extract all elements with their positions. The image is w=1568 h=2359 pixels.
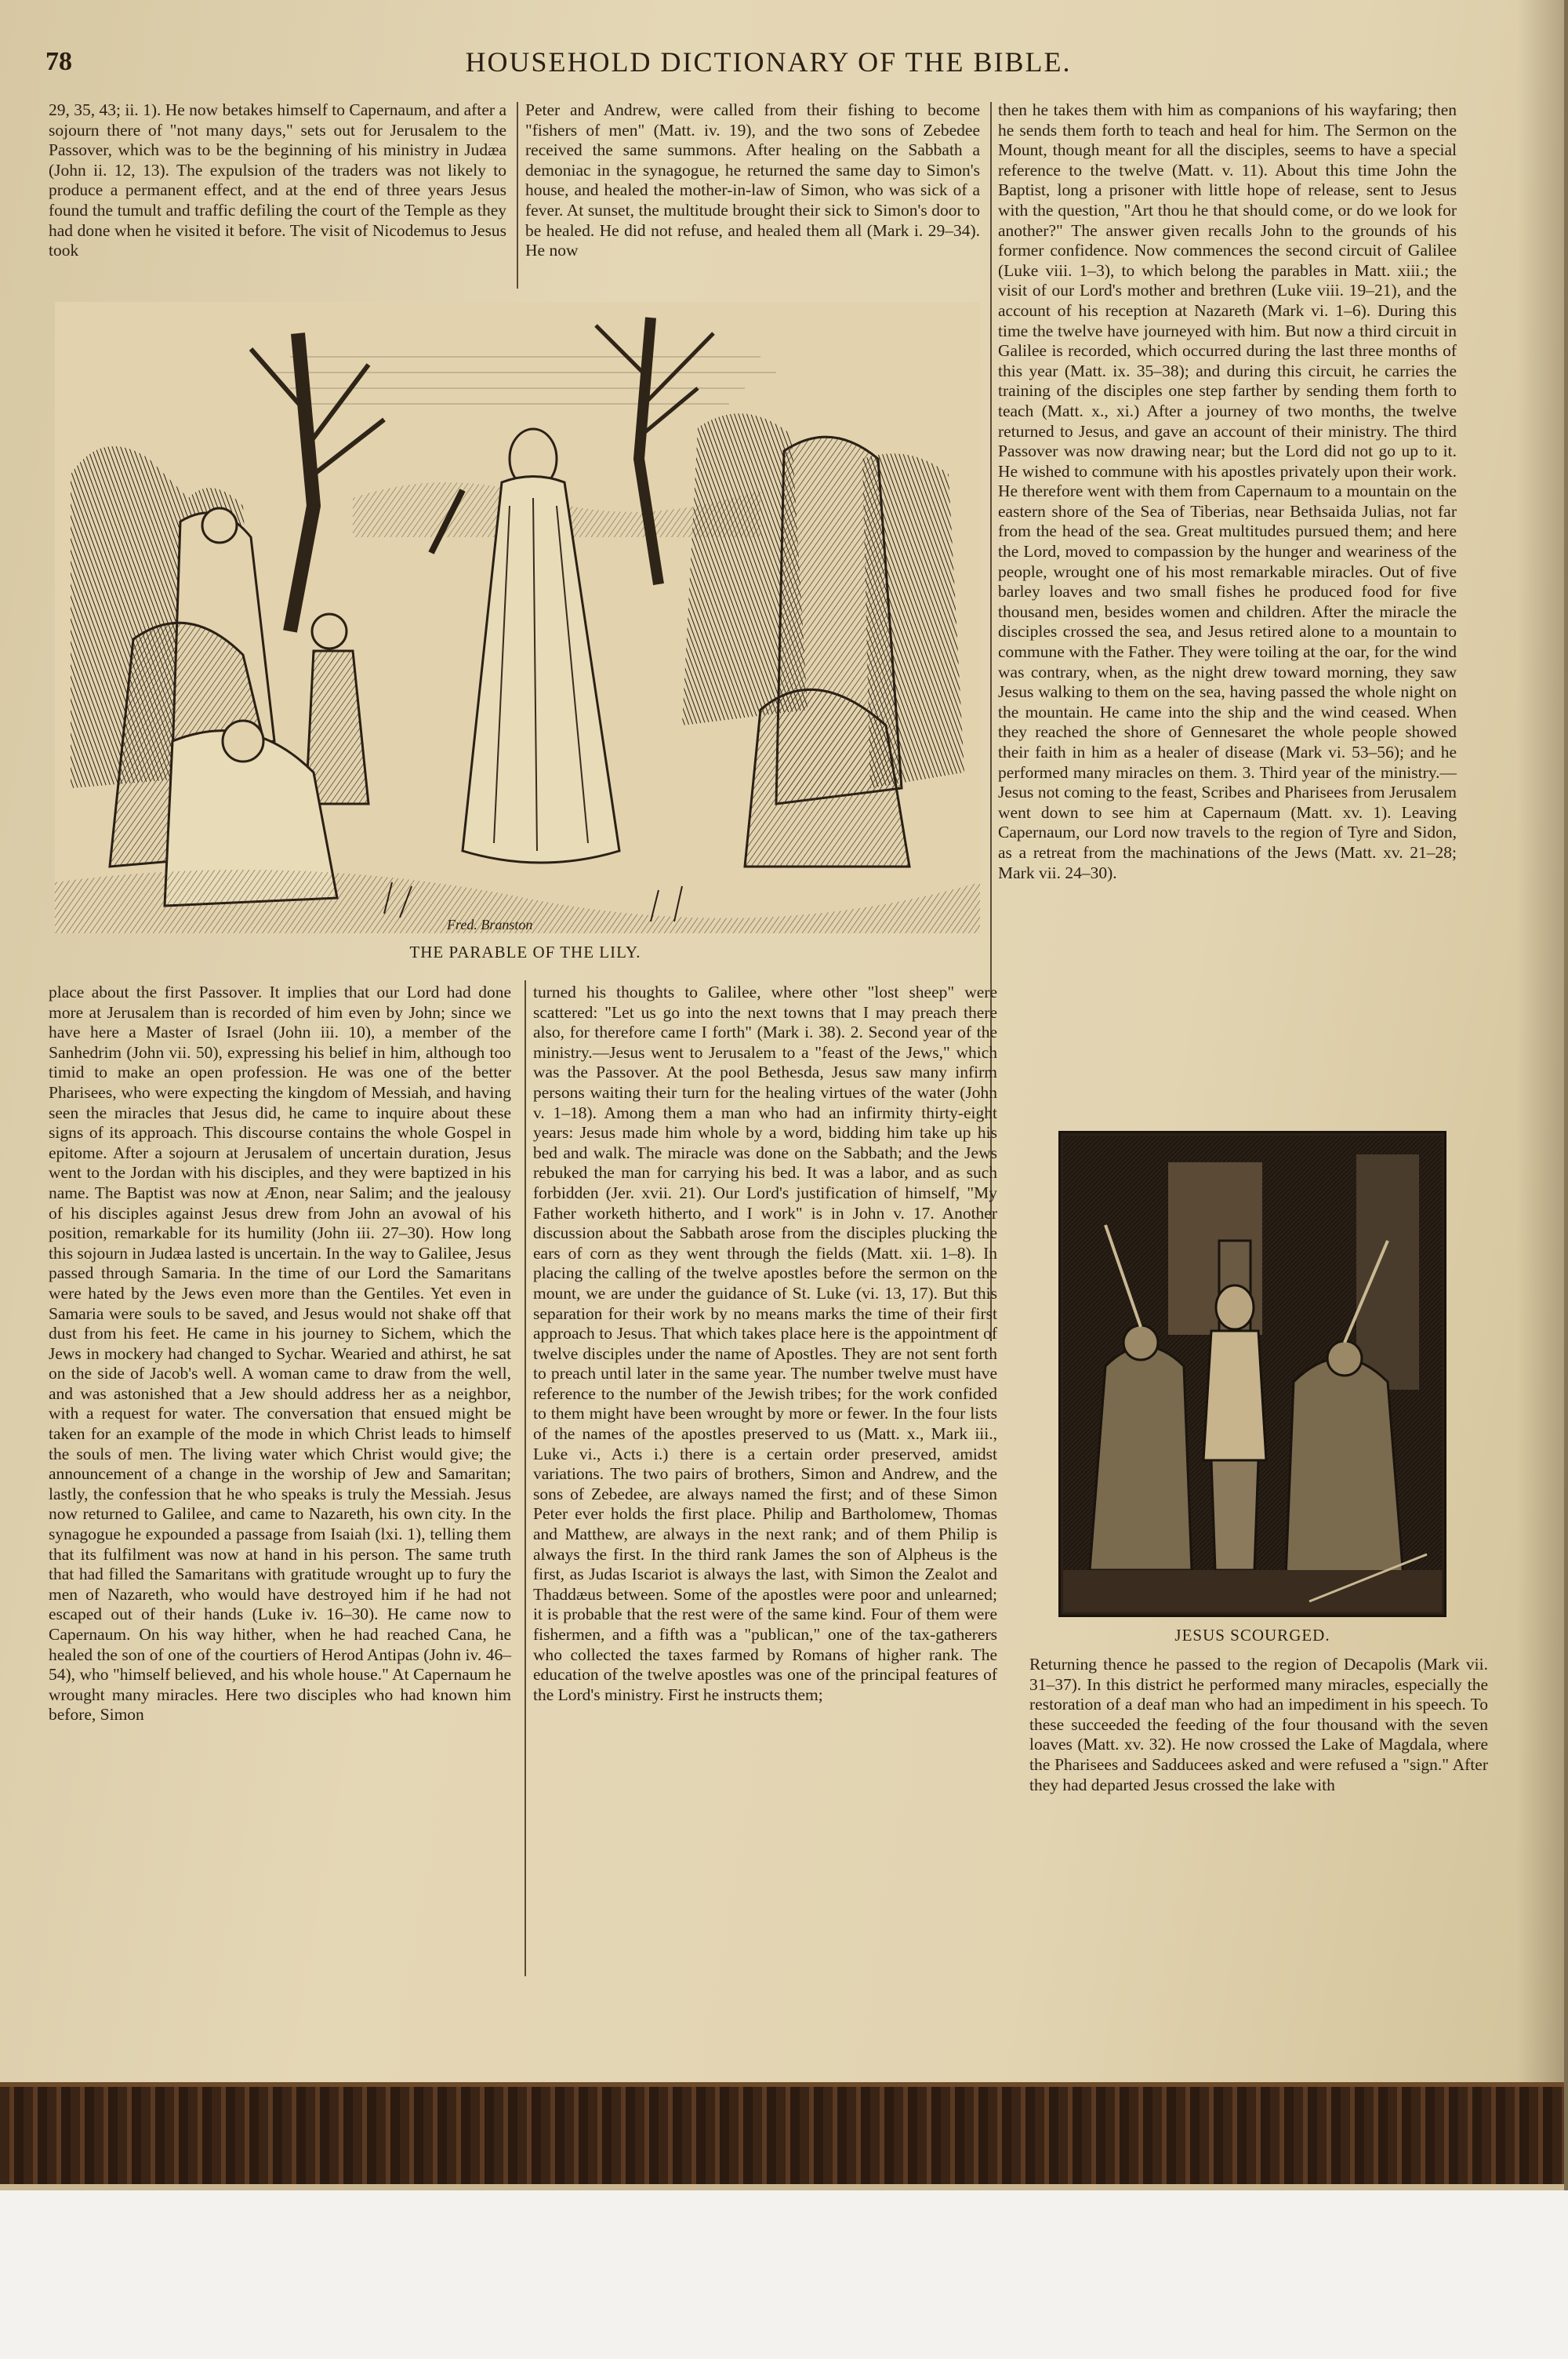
page-number: 78 <box>45 47 72 76</box>
paragraph: turned his thoughts to Galilee, where other "lost sheep" were scattered: "Let us go into the next towns that I may preach there also, for therefore came I forth" (Mark i. 38). 2. Second year of the ministry.—Jesus went to Jerusalem to a "feast of the Jews," which was the Passover. At the pool Bethesda, Jesus saw many infirm persons waiting their turn for the healing virtues of the water (John v. 1–18). Among them a man who had an infirmity thirty-eight years: Jesus made him whole by a word, bidding him take up his bed and walk. The miracle was done on the Sabbath; and the Jews rebuked the man for carrying his bed. It was a labor, and as such forbidden (Jer. xvii. 21). Our Lord's justification of himself, "My Father worketh hitherto, and I work" is in John v. 17. Another discussion about the Sabbath arose from the disciples plucking the ears of corn as they went through the fields (Matt. xii. 1–8). In placing the calling of the twelve apostles before the sermon on the mount, we are under the guidance of St. Luke (vi. 13, 17). But this separation for their work by no means marks the time of their first approach to Jesus. That which takes place here is the appointment of twelve disciples under the name of Apostles. They are not sent forth to preach until later in the same year. The number twelve must have reference to the number of the Jewish tribes; for the work confided to them might have been wrought by more or fewer. In the four lists of the names of the apostles preserved to us (Matt. x., Mark iii., Luke vi., Acts i.) there is a certain order preserved, amidst variations. The two pairs of brothers, Simon and Andrew, and the sons of Zebedee, are always named the first; and of these Simon Peter ever holds the first place. Philip and Bartholomew, Thomas and Matthew, are always in the next rank; and of them Philip is always the first. In the third rank James the son of Alpheus is the first, as Judas Iscariot is always the last, with Simon the Zealot and Thaddæus between. Some of the apostles were poor and unlearned; it is probable that the rest were of the same kind. Four of them were fishermen, and a fifth was a "publican," one of the tax-gatherers who collected the taxes farmed by Romans of higher rank. The education of the twelve apostles was one of the principal features of the Lord's ministry. First he instructs them; <box>533 983 997 1704</box>
paragraph: 29, 35, 43; ii. 1). He now betakes himself to Capernaum, and after a sojourn there of "not many days," sets out for Jerusalem to the Passover, which was to be the beginning of his ministry in Judæa (John ii. 12, 13). The expulsion of the traders was not likely to produce a permanent effect, and at the end of three years Jesus found the tumult and traffic defiling the court of the Temple as they had done when he visited it before. The visit of Nicodemus to Jesus took <box>49 100 506 260</box>
paragraph: place about the first Passover. It implies that our Lord had done more at Jerusalem than is recorded of him even by John; since we have here a Master of Israel (John iii. 10), a member of the Sanhedrim (John vii. 50), expressing his belief in him, although too timid to make an open profession. He was one of the better Pharisees, who were expecting the kingdom of Messiah, and having seen the miracles that Jesus did, he came to inquire about these signs of its approach. This discourse contains the whole Gospel in epitome. After a sojourn at Jerusalem of uncertain duration, Jesus went to the Jordan with his disciples, and they were baptized in his name. The Baptist was now at Ænon, near Salim; and the jealousy of his disciples against Jesus drew from John an avowal of his position, remarkable for its humility (John iii. 27–30). How long this sojourn in Judæa lasted is uncertain. In the way to Galilee, Jesus passed through Samaria. In the time of our Lord the Samaritans were hated by the Jews even more than the Gentiles. Yet even in Samaria were souls to be saved, and Jesus would not shake off that dust from his feet. He came in his journey to Sichem, which the Jews in mockery had changed to Sychar. Wearied and athirst, he sat on the side of Jacob's well. A woman came to draw from the well, and was astonished that a Jew should address her as a neighbor, with a request for water. The conversation that ensued might be taken for an example of the mode in which Christ leads to himself the souls of men. The living water which Christ would give; the announcement of a change in the worship of Jew and Samaritan; lastly, the confession that he who speaks is truly the Messiah. Jesus now returned to Galilee, and came to Nazareth, his own city. In the synagogue he expounded a passage from Isaiah (lxi. 1), telling them that its fulfilment was now at hand in his person. The same truth that had filled the Samaritans with gratitude wrought up to fury the men of Nazareth, who would have destroyed him if he had not escaped out of their hands (Luke iv. 16–30). He came now to Capernaum. On his way hither, when he had reached Cana, he healed the son of one of the courtiers of Herod Antipas (John iv. 46–54), who "himself believed, and his whole house." At Capernaum he wrought many miracles. Here two disciples who had known him before, Simon <box>49 983 511 1725</box>
paragraph: then he takes them with him as companions of his wayfaring; then he sends them forth to teach and heal for him. The Sermon on the Mount, though meant for all the disciples, seems to have a special reference to the twelve (Matt. v. 11). About this time John the Baptist, long a prisoner with little hope of release, sent to Jesus with the question, "Art thou he that should come, or do we look for another?" The answer given recalls John to the grounds of his former confidence. Now commences the second circuit of Galilee (Luke viii. 1–3), to which belong the parables in Matt. xiii.; the visit of our Lord's mother and brethren (Luke viii. 19–21), and the account of his reception at Nazareth (Mark vi. 1–6). During this time the twelve have journeyed with him. But now a third circuit in Galilee is recorded, which occurred during the last three months of this year (Matt. ix. 35–38); and during this circuit, he carries the training of the disciples one step farther by sending them forth to teach (Matt. x., xi.) After a journey of two months, the twelve returned to Jesus, and gave an account of their ministry. The third Passover was now drawing near; but the Lord did not go up to it. He wished to commune with his apostles privately upon their work. He therefore went with them from Capernaum to a mountain on the eastern shore of the Sea of Tiberias, near Bethsaida Julias, not far from the head of the sea. Great multitudes pursued them; and here the Lord, moved to compassion by the hunger and weariness of the people, wrought one of his most remarkable miracles. Out of five barley loaves and two small fishes he produced food for five thousand men, besides women and children. After the miracle the disciples crossed the sea, and Jesus retired alone to a mountain to commune with the Father. They were toiling at the oar, for the wind was contrary, when, as the night drew toward morning, they saw Jesus walking to them on the sea, having passed the whole night on the mountain. He came into the ship and the wind ceased. When they reached the shore of Gennesaret the whole people showed their faith in him as a healer of disease (Mark vi. 53–56); and he performed many miracles on them. 3. Third year of the ministry.—Jesus not coming to the feast, Scribes and Pharisees from Jerusalem went down to see him at Capernaum (Matt. xv. 1). Leaving Capernaum, our Lord now travels to the region of Tyre and Sidon, as a retreat from the machinations of the Jews (Matt. xv. 21–28; Mark vii. 24–30). <box>998 100 1457 882</box>
column-top-middle <box>525 100 980 261</box>
page-gutter-shadow <box>1517 0 1564 2082</box>
column-rule <box>517 102 518 289</box>
column-rule <box>524 980 526 1976</box>
paragraph: Returning thence he passed to the region of Decapolis (Mark vii. 31–37). In this district he performed many miracles, especially the restoration of a deaf man who had an impediment in his speech. To these succeeded the feeding of the four thousand with the seven loaves (Matt. xv. 32). He now crossed the Lake of Magdala, where the Pharisees and Sadducees asked and were refused a "sign." After they had departed Jesus crossed the lake with <box>1029 1655 1488 1794</box>
column-top-left <box>49 100 506 261</box>
caption-scourged: JESUS SCOURGED. <box>1174 1626 1330 1645</box>
page-block-edge <box>0 2184 1564 2190</box>
table-surface <box>0 2190 1568 2359</box>
caption-lily: THE PARABLE OF THE LILY. <box>409 943 641 961</box>
paragraph: Peter and Andrew, were called from their fishing to become "fishers of men" (Matt. iv. 19), and the two sons of Zebedee received the same summons. After healing on the Sabbath a demoniac in the synagogue, he returned the same day to Simon's house, and healed the mother-in-law of Simon, who was sick of a fever. At sunset, the multitude brought their sick to Simon's door to be healed. He did not refuse, and healed them all (Mark i. 29–34). He now <box>525 100 980 260</box>
engraver-signature: Fred. Branston <box>447 917 533 932</box>
running-head: HOUSEHOLD DICTIONARY OF THE BIBLE. <box>465 46 1072 78</box>
parable-of-the-lily-engraving <box>55 302 980 933</box>
column-right-top <box>998 100 1457 883</box>
column-bottom-middle <box>533 983 997 1705</box>
column-right-bottom <box>1029 1655 1488 1795</box>
jesus-scourged-engraving <box>1058 1131 1446 1617</box>
column-bottom-left <box>49 983 511 1725</box>
book-cover-edge <box>0 2082 1564 2189</box>
